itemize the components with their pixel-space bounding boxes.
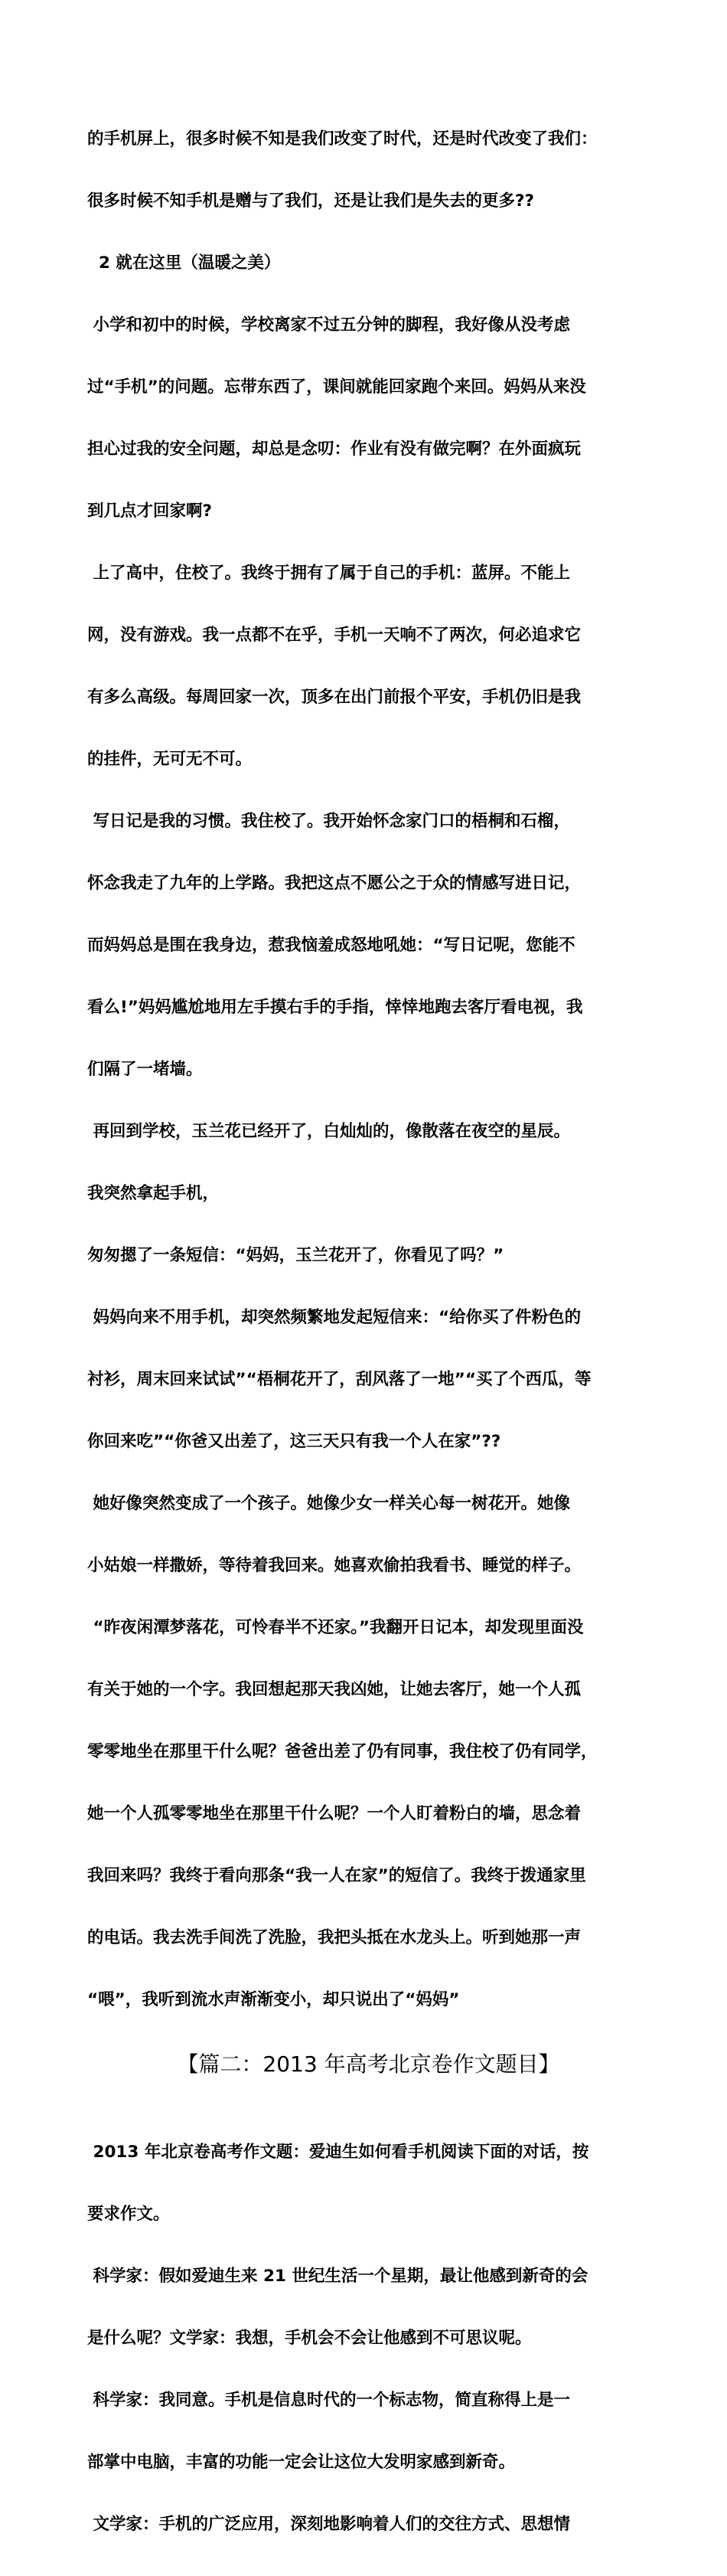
text-line: 写日记是我的习惯。我住校了。我开始怀念家门口的梧桐和石榴， — [87, 812, 571, 831]
text-line: 再回到学校，玉兰花已经开了，白灿灿的，像散落在夜空的星辰。 — [87, 1122, 571, 1141]
text-line: 到几点才回家啊? — [87, 502, 212, 521]
text-line: 很多时候不知手机是赠与了我们，还是让我们是失去的更多?? — [87, 191, 534, 211]
text-line: 要求作文。 — [87, 2205, 170, 2224]
text-line: 的挂件，无可无不可。 — [87, 750, 253, 769]
chapter-heading: 【篇二：2013 年高考北京卷作文题目】 — [177, 2051, 560, 2077]
text-line: “昨夜闲潭梦落花，可怜春半不还家。”我翻开日记本，却发现里面没 — [87, 1618, 584, 1637]
section-title: 2 就在这里（温暖之美） — [87, 253, 281, 273]
text-line: 小学和初中的时候，学校离家不过五分钟的脚程，我好像从没考虑 — [87, 315, 571, 335]
text-line: 她好像突然变成了一个孩子。她像少女一样关心每一树花开。她像 — [87, 1494, 571, 1513]
text-line: 匆匆摁了一条短信：“妈妈，玉兰花开了，你看见了吗？” — [87, 1246, 504, 1265]
text-line: 她一个人孤零零地坐在那里干什么呢？一个人盯着粉白的墙，思念着 — [87, 1804, 582, 1823]
text-line: 衬衫，周末回来试试”“梧桐花开了，刮风落了一地”“买了个西瓜，等 — [87, 1370, 592, 1389]
text-line: 而妈妈总是围在我身边，惹我恼羞成怒地吼她：“写日记呢，您能不 — [87, 936, 575, 955]
essay-section-one — [87, 87, 650, 2051]
text-line: 有多么高级。每周回家一次，顶多在出门前报个平安，手机仍旧是我 — [87, 688, 582, 707]
text-line: 科学家：我同意。手机是信息时代的一个标志物，简直称得上是一 — [87, 2391, 571, 2410]
text-line: 的电话。我去洗手间洗了洗脸，我把头抵在水龙头上。听到她那一声 — [87, 1928, 582, 1947]
text-line: 的手机屏上，很多时候不知是我们改变了时代，还是时代改变了我们： — [87, 129, 598, 149]
text-line: 网，没有游戏。我一点都不在乎，手机一天响不了两次，何必追求它 — [87, 626, 582, 645]
document-page — [87, 87, 650, 2576]
text-line: 你回来吃”“你爸又出差了，这三天只有我一个人在家”?? — [87, 1432, 501, 1451]
text-line: 我突然拿起手机， — [87, 1184, 220, 1203]
text-line: 文学家：手机的广泛应用，深刻地影响着人们的交往方式、思想情 — [87, 2515, 571, 2534]
text-line: 部掌中电脑，丰富的功能一定会让这位大发明家感到新奇。 — [87, 2453, 516, 2472]
text-line: 怀念我走了九年的上学路。我把这点不愿公之于众的情感写进日记， — [87, 874, 582, 893]
text-line: “喂”，我听到流水声渐渐变小，却只说出了“妈妈” — [87, 1990, 460, 2009]
text-line: 过“手机”的问题。忘带东西了，课间就能回家跑个来回。妈妈从来没 — [87, 378, 586, 397]
text-line: 小姑娘一样撒娇，等待着我回来。她喜欢偷拍我看书、睡觉的样子。 — [87, 1556, 582, 1575]
text-line: 我回来吗？我终于看向那条“我一人在家”的短信了。我终于拨通家里 — [87, 1866, 586, 1885]
text-line: 妈妈向来不用手机，却突然频繁地发起短信来：“给你买了件粉色的 — [87, 1308, 582, 1327]
text-line: 科学家：假如爱迪生来 21 世纪生活一个星期，最让他感到新奇的会 — [87, 2267, 588, 2286]
text-line: 担心过我的安全问题，却总是念叨：作业有没有做完啊？在外面疯玩 — [87, 440, 582, 459]
text-line: 是什么呢？文学家：我想，手机会不会让他感到不可思议呢。 — [87, 2329, 532, 2348]
text-line: 零零地坐在那里干什么呢？爸爸出差了仍有同事，我住校了仍有同学， — [87, 1742, 598, 1761]
text-line: 们隔了一堵墙。 — [87, 1060, 203, 1079]
text-line: 看么!”妈妈尴尬地用左手摸右手的手指，悻悻地跑去客厅看电视，我 — [87, 998, 583, 1017]
text-line: 2013 年北京卷高考作文题：爱迪生如何看手机阅读下面的对话，按 — [87, 2143, 589, 2162]
essay-section-two — [87, 2100, 650, 2576]
text-line: 上了高中，住校了。我终于拥有了属于自己的手机：蓝屏。不能上 — [87, 564, 571, 583]
text-line: 有关于她的一个字。我回想起那天我凶她，让她去客厅，她一个人孤 — [87, 1680, 582, 1699]
